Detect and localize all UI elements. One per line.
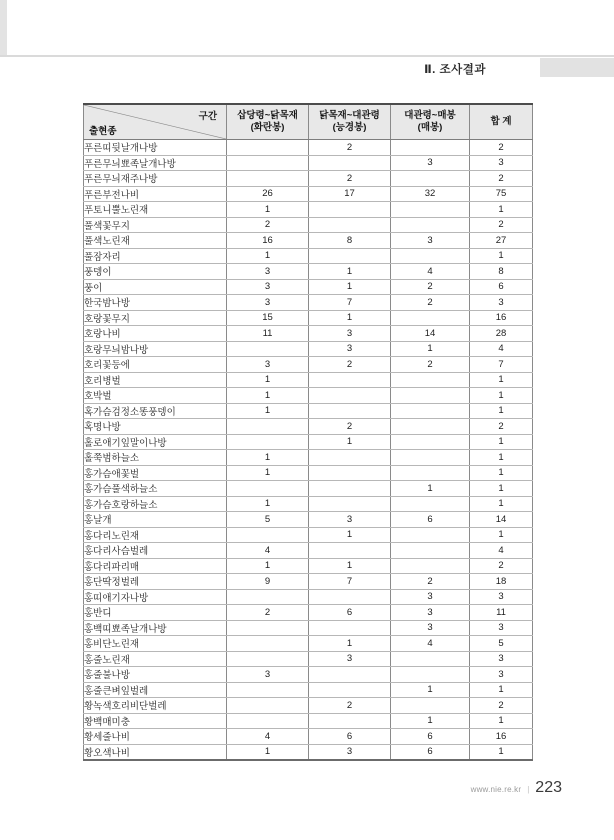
table-row bbox=[84, 636, 533, 652]
count-cell bbox=[309, 450, 391, 466]
count-cell bbox=[391, 698, 470, 714]
count-cell bbox=[309, 543, 391, 559]
count-cell bbox=[391, 496, 470, 512]
count-cell bbox=[227, 636, 309, 652]
count-cell: 28 bbox=[470, 326, 533, 342]
species-name: 푸른띠뒷날개나방 bbox=[84, 140, 227, 156]
table-row bbox=[84, 434, 533, 450]
count-cell: 2 bbox=[470, 698, 533, 714]
table-row bbox=[84, 465, 533, 481]
count-cell bbox=[391, 217, 470, 233]
count-cell bbox=[391, 434, 470, 450]
species-name: 푸토니뿔노린재 bbox=[84, 202, 227, 218]
table-row bbox=[84, 589, 533, 605]
count-cell bbox=[391, 372, 470, 388]
left-edge-bar bbox=[0, 0, 7, 55]
count-cell: 7 bbox=[309, 574, 391, 590]
count-cell bbox=[309, 248, 391, 264]
count-cell: 1 bbox=[227, 465, 309, 481]
count-cell: 2 bbox=[309, 698, 391, 714]
count-cell: 18 bbox=[470, 574, 533, 590]
count-cell: 16 bbox=[470, 310, 533, 326]
count-cell: 3 bbox=[309, 341, 391, 357]
species-name: 홍백띠뾰족날개나방 bbox=[84, 620, 227, 636]
count-cell bbox=[391, 202, 470, 218]
count-cell: 1 bbox=[227, 248, 309, 264]
count-cell: 1 bbox=[227, 403, 309, 419]
count-cell: 2 bbox=[227, 217, 309, 233]
count-cell bbox=[227, 140, 309, 156]
species-name: 황녹색호리비단벌레 bbox=[84, 698, 227, 714]
count-cell: 1 bbox=[391, 341, 470, 357]
count-cell: 11 bbox=[470, 605, 533, 621]
table-header bbox=[84, 104, 533, 140]
species-name: 한국밤나방 bbox=[84, 295, 227, 311]
count-cell bbox=[391, 171, 470, 187]
count-cell: 3 bbox=[309, 744, 391, 760]
count-cell: 15 bbox=[227, 310, 309, 326]
count-cell: 7 bbox=[309, 295, 391, 311]
count-cell: 1 bbox=[227, 450, 309, 466]
species-name: 황백매미충 bbox=[84, 713, 227, 729]
count-cell bbox=[391, 419, 470, 435]
count-cell bbox=[227, 620, 309, 636]
count-cell: 3 bbox=[391, 233, 470, 249]
count-cell: 2 bbox=[309, 140, 391, 156]
species-name: 홍줄불나방 bbox=[84, 667, 227, 683]
species-name: 황오색나비 bbox=[84, 744, 227, 760]
table-row bbox=[84, 326, 533, 342]
count-cell: 8 bbox=[309, 233, 391, 249]
count-cell: 2 bbox=[391, 279, 470, 295]
count-cell: 4 bbox=[470, 341, 533, 357]
species-name: 황세줄나비 bbox=[84, 729, 227, 745]
count-cell: 1 bbox=[470, 202, 533, 218]
count-cell bbox=[309, 388, 391, 404]
count-cell bbox=[309, 217, 391, 233]
count-cell: 1 bbox=[470, 527, 533, 543]
column-header-2: 닭목재~대관령 (능경봉) bbox=[309, 104, 391, 140]
page-footer bbox=[471, 779, 562, 797]
count-cell: 1 bbox=[227, 744, 309, 760]
count-cell: 1 bbox=[227, 372, 309, 388]
species-name: 홍가슴풀색하늘소 bbox=[84, 481, 227, 497]
count-cell: 16 bbox=[470, 729, 533, 745]
footer-site-url: www.nie.re.kr bbox=[470, 785, 522, 794]
count-cell: 4 bbox=[391, 264, 470, 280]
table-row bbox=[84, 450, 533, 466]
count-cell: 3 bbox=[391, 155, 470, 171]
table-row bbox=[84, 357, 533, 373]
species-name: 홍다리노린재 bbox=[84, 527, 227, 543]
count-cell bbox=[391, 465, 470, 481]
species-name: 풍뎅이 bbox=[84, 264, 227, 280]
count-cell: 7 bbox=[470, 357, 533, 373]
table-row bbox=[84, 233, 533, 249]
table-row bbox=[84, 496, 533, 512]
table-row bbox=[84, 682, 533, 698]
count-cell bbox=[391, 667, 470, 683]
count-cell: 1 bbox=[227, 496, 309, 512]
column-header-total: 합 계 bbox=[470, 104, 533, 140]
species-name: 홍다리파리매 bbox=[84, 558, 227, 574]
count-cell bbox=[227, 341, 309, 357]
count-cell bbox=[391, 651, 470, 667]
count-cell: 5 bbox=[470, 636, 533, 652]
count-cell: 1 bbox=[470, 744, 533, 760]
table-row bbox=[84, 419, 533, 435]
species-name: 호박벌 bbox=[84, 388, 227, 404]
species-name: 풍이 bbox=[84, 279, 227, 295]
corner-label-species: 출현종 bbox=[89, 126, 117, 137]
count-cell: 27 bbox=[470, 233, 533, 249]
count-cell: 1 bbox=[470, 713, 533, 729]
count-cell: 26 bbox=[227, 186, 309, 202]
corner-label-section: 구간 bbox=[198, 111, 217, 122]
count-cell: 3 bbox=[470, 667, 533, 683]
count-cell: 4 bbox=[470, 543, 533, 559]
count-cell bbox=[227, 713, 309, 729]
table-row bbox=[84, 744, 533, 760]
count-cell: 6 bbox=[309, 729, 391, 745]
column-header-3: 대관령~매봉 (매봉) bbox=[391, 104, 470, 140]
count-cell: 1 bbox=[470, 465, 533, 481]
count-cell bbox=[309, 667, 391, 683]
table-row bbox=[84, 295, 533, 311]
corner-header-cell bbox=[84, 104, 227, 140]
count-cell: 1 bbox=[309, 527, 391, 543]
count-cell bbox=[391, 543, 470, 559]
count-cell: 5 bbox=[227, 512, 309, 528]
count-cell: 1 bbox=[309, 636, 391, 652]
count-cell bbox=[227, 481, 309, 497]
count-cell: 1 bbox=[470, 496, 533, 512]
table-row bbox=[84, 713, 533, 729]
count-cell: 6 bbox=[470, 279, 533, 295]
count-cell: 1 bbox=[227, 202, 309, 218]
species-name: 홍줄노린재 bbox=[84, 651, 227, 667]
footer-separator: | bbox=[527, 785, 530, 794]
table-row bbox=[84, 481, 533, 497]
count-cell bbox=[391, 388, 470, 404]
count-cell: 1 bbox=[309, 558, 391, 574]
table-row bbox=[84, 403, 533, 419]
section-title: Ⅱ. 조사결과 bbox=[424, 64, 486, 76]
species-name: 홀쭉범하늘소 bbox=[84, 450, 227, 466]
count-cell bbox=[391, 140, 470, 156]
table-row bbox=[84, 574, 533, 590]
count-cell bbox=[391, 558, 470, 574]
count-cell: 2 bbox=[391, 574, 470, 590]
count-cell bbox=[309, 465, 391, 481]
count-cell bbox=[227, 171, 309, 187]
count-cell bbox=[309, 682, 391, 698]
count-cell: 2 bbox=[391, 357, 470, 373]
column-header-1: 삽당령~닭목재 (화란봉) bbox=[227, 104, 309, 140]
count-cell: 3 bbox=[227, 357, 309, 373]
count-cell: 1 bbox=[470, 434, 533, 450]
count-cell: 3 bbox=[470, 295, 533, 311]
count-cell: 3 bbox=[391, 589, 470, 605]
header-rule bbox=[0, 55, 614, 57]
count-cell: 2 bbox=[309, 357, 391, 373]
count-cell bbox=[227, 419, 309, 435]
count-cell: 1 bbox=[391, 682, 470, 698]
count-cell: 1 bbox=[391, 713, 470, 729]
count-cell: 1 bbox=[227, 388, 309, 404]
table-row bbox=[84, 620, 533, 636]
count-cell: 6 bbox=[391, 744, 470, 760]
species-name: 풀색노린재 bbox=[84, 233, 227, 249]
count-cell: 6 bbox=[391, 512, 470, 528]
species-name: 혹가슴검정소똥풍뎅이 bbox=[84, 403, 227, 419]
table-row bbox=[84, 651, 533, 667]
count-cell: 2 bbox=[470, 140, 533, 156]
species-name: 홍가슴애꽃벌 bbox=[84, 465, 227, 481]
count-cell bbox=[309, 155, 391, 171]
count-cell: 4 bbox=[227, 729, 309, 745]
species-name: 홍단딱정벌레 bbox=[84, 574, 227, 590]
table-row bbox=[84, 388, 533, 404]
count-cell bbox=[227, 155, 309, 171]
species-name: 홍띠애기자나방 bbox=[84, 589, 227, 605]
species-name: 호랑무늬밤나방 bbox=[84, 341, 227, 357]
species-name: 홍반디 bbox=[84, 605, 227, 621]
table-row bbox=[84, 202, 533, 218]
count-cell: 3 bbox=[391, 620, 470, 636]
count-cell: 1 bbox=[309, 279, 391, 295]
count-cell bbox=[391, 527, 470, 543]
species-name: 혹명나방 bbox=[84, 419, 227, 435]
count-cell: 11 bbox=[227, 326, 309, 342]
count-cell bbox=[227, 434, 309, 450]
count-cell: 3 bbox=[470, 155, 533, 171]
table-row bbox=[84, 543, 533, 559]
count-cell: 3 bbox=[470, 651, 533, 667]
species-name: 홍다리사슴벌레 bbox=[84, 543, 227, 559]
count-cell bbox=[309, 372, 391, 388]
species-name: 호리병벌 bbox=[84, 372, 227, 388]
count-cell: 2 bbox=[470, 558, 533, 574]
count-cell bbox=[309, 403, 391, 419]
table-row bbox=[84, 558, 533, 574]
count-cell bbox=[309, 620, 391, 636]
count-cell: 1 bbox=[309, 264, 391, 280]
species-name: 호랑나비 bbox=[84, 326, 227, 342]
species-name: 푸른무늬뾰족날개나방 bbox=[84, 155, 227, 171]
count-cell bbox=[309, 202, 391, 218]
count-cell: 6 bbox=[309, 605, 391, 621]
count-cell: 2 bbox=[470, 217, 533, 233]
count-cell: 1 bbox=[391, 481, 470, 497]
header-gray-block bbox=[540, 58, 614, 77]
table-row bbox=[84, 155, 533, 171]
table-row bbox=[84, 264, 533, 280]
count-cell bbox=[391, 403, 470, 419]
count-cell: 2 bbox=[470, 419, 533, 435]
table-row bbox=[84, 729, 533, 745]
count-cell bbox=[309, 481, 391, 497]
table-row bbox=[84, 372, 533, 388]
species-name: 푸른무늬재주나방 bbox=[84, 171, 227, 187]
count-cell: 3 bbox=[227, 279, 309, 295]
count-cell bbox=[227, 651, 309, 667]
count-cell bbox=[391, 310, 470, 326]
species-name: 홍줄큰벼잎벌레 bbox=[84, 682, 227, 698]
count-cell: 1 bbox=[470, 388, 533, 404]
species-name: 푸른부전나비 bbox=[84, 186, 227, 202]
count-cell bbox=[309, 713, 391, 729]
count-cell: 8 bbox=[470, 264, 533, 280]
count-cell bbox=[309, 496, 391, 512]
count-cell: 1 bbox=[470, 682, 533, 698]
count-cell bbox=[391, 450, 470, 466]
count-cell: 32 bbox=[391, 186, 470, 202]
count-cell: 3 bbox=[470, 589, 533, 605]
count-cell: 2 bbox=[391, 295, 470, 311]
species-name: 홍비단노린재 bbox=[84, 636, 227, 652]
table-row bbox=[84, 512, 533, 528]
species-name: 호랑꽃무지 bbox=[84, 310, 227, 326]
table-row bbox=[84, 605, 533, 621]
table-row bbox=[84, 667, 533, 683]
table-row bbox=[84, 341, 533, 357]
count-cell: 1 bbox=[470, 403, 533, 419]
table-row bbox=[84, 698, 533, 714]
species-name: 홀로애기잎말이나방 bbox=[84, 434, 227, 450]
count-cell bbox=[309, 589, 391, 605]
table-body bbox=[84, 140, 533, 760]
count-cell: 1 bbox=[470, 450, 533, 466]
count-cell: 1 bbox=[470, 372, 533, 388]
table-row bbox=[84, 186, 533, 202]
count-cell: 1 bbox=[470, 248, 533, 264]
count-cell bbox=[227, 527, 309, 543]
count-cell: 2 bbox=[309, 419, 391, 435]
species-name: 호리꽃등에 bbox=[84, 357, 227, 373]
count-cell: 1 bbox=[470, 481, 533, 497]
count-cell: 3 bbox=[309, 651, 391, 667]
count-cell: 14 bbox=[470, 512, 533, 528]
footer-page-number: 223 bbox=[535, 779, 562, 796]
count-cell bbox=[227, 589, 309, 605]
count-cell: 3 bbox=[227, 264, 309, 280]
count-cell: 4 bbox=[227, 543, 309, 559]
count-cell: 3 bbox=[470, 620, 533, 636]
table-row bbox=[84, 171, 533, 187]
species-count-table bbox=[83, 103, 533, 761]
count-cell: 14 bbox=[391, 326, 470, 342]
count-cell: 3 bbox=[309, 326, 391, 342]
count-cell: 2 bbox=[227, 605, 309, 621]
count-cell: 6 bbox=[391, 729, 470, 745]
count-cell: 3 bbox=[227, 667, 309, 683]
count-cell: 1 bbox=[309, 310, 391, 326]
table-row bbox=[84, 310, 533, 326]
count-cell: 2 bbox=[470, 171, 533, 187]
table-row bbox=[84, 279, 533, 295]
count-cell: 3 bbox=[227, 295, 309, 311]
count-cell bbox=[227, 698, 309, 714]
count-cell: 1 bbox=[227, 558, 309, 574]
count-cell: 2 bbox=[309, 171, 391, 187]
count-cell bbox=[391, 248, 470, 264]
count-cell: 16 bbox=[227, 233, 309, 249]
table-row bbox=[84, 527, 533, 543]
species-name: 홍가슴호랑하늘소 bbox=[84, 496, 227, 512]
species-name: 홍날개 bbox=[84, 512, 227, 528]
species-name: 풀색꽃무지 bbox=[84, 217, 227, 233]
table-row bbox=[84, 140, 533, 156]
table-row bbox=[84, 248, 533, 264]
count-cell: 4 bbox=[391, 636, 470, 652]
count-cell: 9 bbox=[227, 574, 309, 590]
species-name: 풀잠자리 bbox=[84, 248, 227, 264]
count-cell: 75 bbox=[470, 186, 533, 202]
count-cell: 17 bbox=[309, 186, 391, 202]
table-row bbox=[84, 217, 533, 233]
count-cell: 3 bbox=[391, 605, 470, 621]
count-cell bbox=[227, 682, 309, 698]
count-cell: 1 bbox=[309, 434, 391, 450]
count-cell: 3 bbox=[309, 512, 391, 528]
